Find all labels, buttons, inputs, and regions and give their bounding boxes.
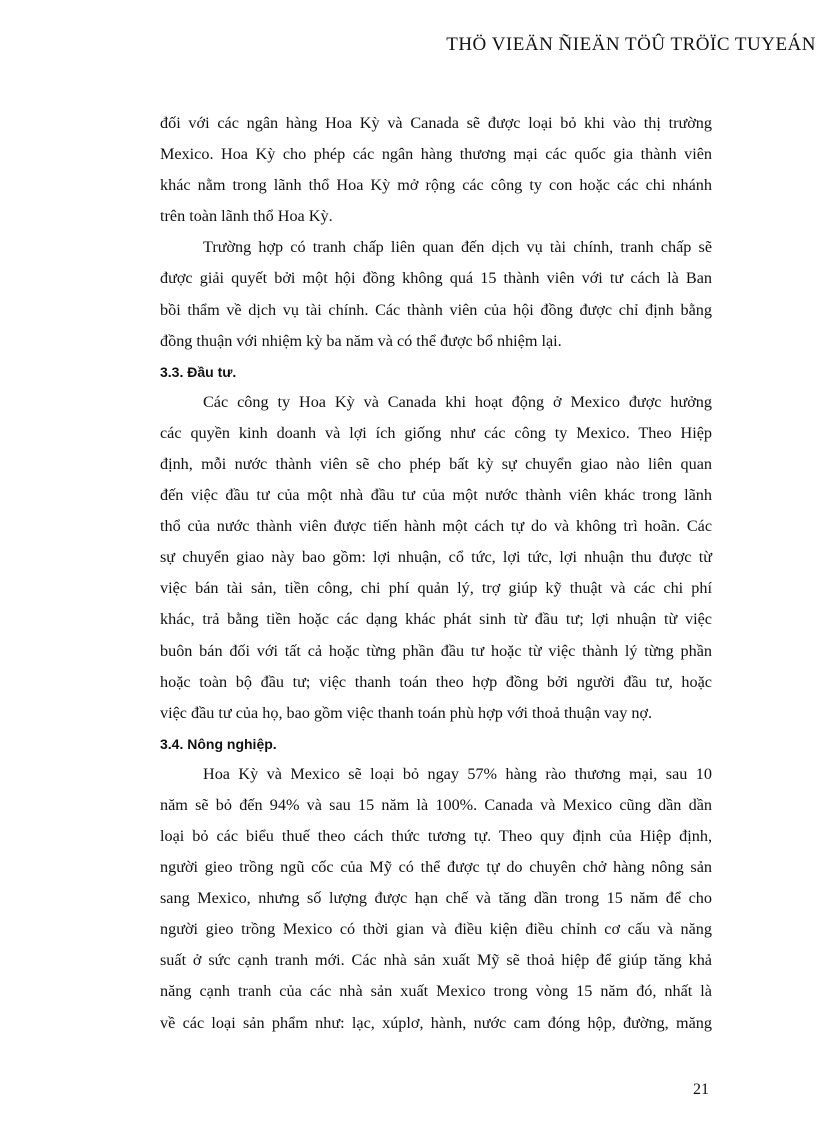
text-line: năng cạnh tranh của các nhà sản xuất Mexico trong vòng 15 năm đó, nhất là: [160, 982, 712, 1001]
text-line: buôn bán đối với tất cả hoặc từng phần đầu tư hoặc từ việc thành lý từng phần: [160, 641, 712, 660]
text-line: Hoa Kỳ và Mexico sẽ loại bỏ ngay 57% hàng rào thương mại, sau 10: [203, 764, 712, 783]
text-line: người gieo trồng Mexico có thời gian và điều kiện điều chỉnh cơ cấu và năng: [160, 920, 712, 939]
paragraph: [160, 108, 712, 232]
text-line: người gieo trồng ngũ cốc của Mỹ có thể được tự do chuyên chở hàng nông sản: [160, 858, 712, 877]
text-line: Mexico. Hoa Kỳ cho phép các ngân hàng thương mại các quốc gia thành viên: [160, 145, 712, 164]
paragraph: [160, 387, 712, 729]
section-heading: 3.4. Nông nghiệp.: [160, 735, 277, 752]
paragraph: [160, 759, 712, 1039]
text-line: sự chuyển giao này bao gồm: lợi nhuận, cổ tức, lợi tức, lợi nhuận thu được từ: [160, 548, 712, 567]
text-line: loại bỏ các biểu thuế theo cách thức tương tự. Theo quy định của Hiệp định,: [160, 826, 712, 845]
text-line: việc đầu tư của họ, bao gồm việc thanh toán phù hợp với thoả thuận vay nợ.: [160, 703, 653, 722]
text-line: Trường hợp có tranh chấp liên quan đến dịch vụ tài chính, tranh chấp sẽ: [203, 238, 712, 257]
text-line: suất ở sức cạnh tranh mới. Các nhà sản xuất Mỹ sẽ thoả hiệp để giúp tăng khả: [160, 951, 712, 970]
page-number: 21: [693, 1081, 709, 1098]
text-line: việc bán tài sản, tiền công, chi phí quản lý, trợ giúp kỹ thuật và các chi phí: [160, 579, 712, 598]
text-line: về các loại sản phẩm như: lạc, xúplơ, hành, nước cam đóng hộp, đường, măng: [160, 1013, 712, 1032]
text-line: thổ của nước thành viên được tiến hành một cách tự do và không trì hoãn. Các: [160, 517, 712, 536]
text-line: được giải quyết bởi một hội đồng không quá 15 thành viên với tư cách là Ban: [160, 269, 712, 288]
text-line: đến việc đầu tư của một nhà đầu tư của một nước thành viên khác trong lãnh: [160, 486, 712, 505]
text-line: năm sẽ bỏ đến 94% và sau 15 năm là 100%. Canada và Mexico cũng dần dần: [160, 795, 712, 814]
text-line: khác, trả bằng tiền hoặc các dạng khác phát sinh từ đầu tư; lợi nhuận từ việc: [160, 610, 712, 629]
text-line: đồng thuận với nhiệm kỳ ba năm và có thể được bổ nhiệm lại.: [160, 331, 562, 350]
text-line: hoặc toàn bộ đầu tư; việc thanh toán theo hợp đồng bởi người đầu tư, hoặc: [160, 672, 712, 691]
text-line: các quyền kinh doanh và lợi ích giống như các công ty Mexico. Theo Hiệp: [160, 423, 712, 442]
text-line: sang Mexico, nhưng số lượng được hạn chế và tăng dần trong 15 năm để cho: [160, 889, 712, 908]
text-line: định, mỗi nước thành viên sẽ cho phép bất kỳ sự chuyển giao nào liên quan: [160, 454, 712, 473]
paragraph: [160, 232, 712, 356]
section-heading: 3.3. Đầu tư.: [160, 363, 237, 380]
document-body: [160, 108, 712, 1039]
text-line: bồi thẩm về dịch vụ tài chính. Các thành viên của hội đồng được chỉ định bằng: [160, 300, 712, 319]
text-line: đối với các ngân hàng Hoa Kỳ và Canada sẽ được loại bỏ khi vào thị trường: [160, 114, 712, 132]
text-line: khác nằm trong lãnh thổ Hoa Kỳ mở rộng các công ty con hoặc các chi nhánh: [160, 176, 712, 195]
text-line: Các công ty Hoa Kỳ và Canada khi hoạt động ở Mexico được hưởng: [203, 392, 712, 411]
running-header: THÖ VIEÄN ÑIEÄN TÖÛ TRÖÏC TUYEÁN: [446, 34, 816, 55]
text-line: trên toàn lãnh thổ Hoa Kỳ.: [160, 207, 333, 226]
